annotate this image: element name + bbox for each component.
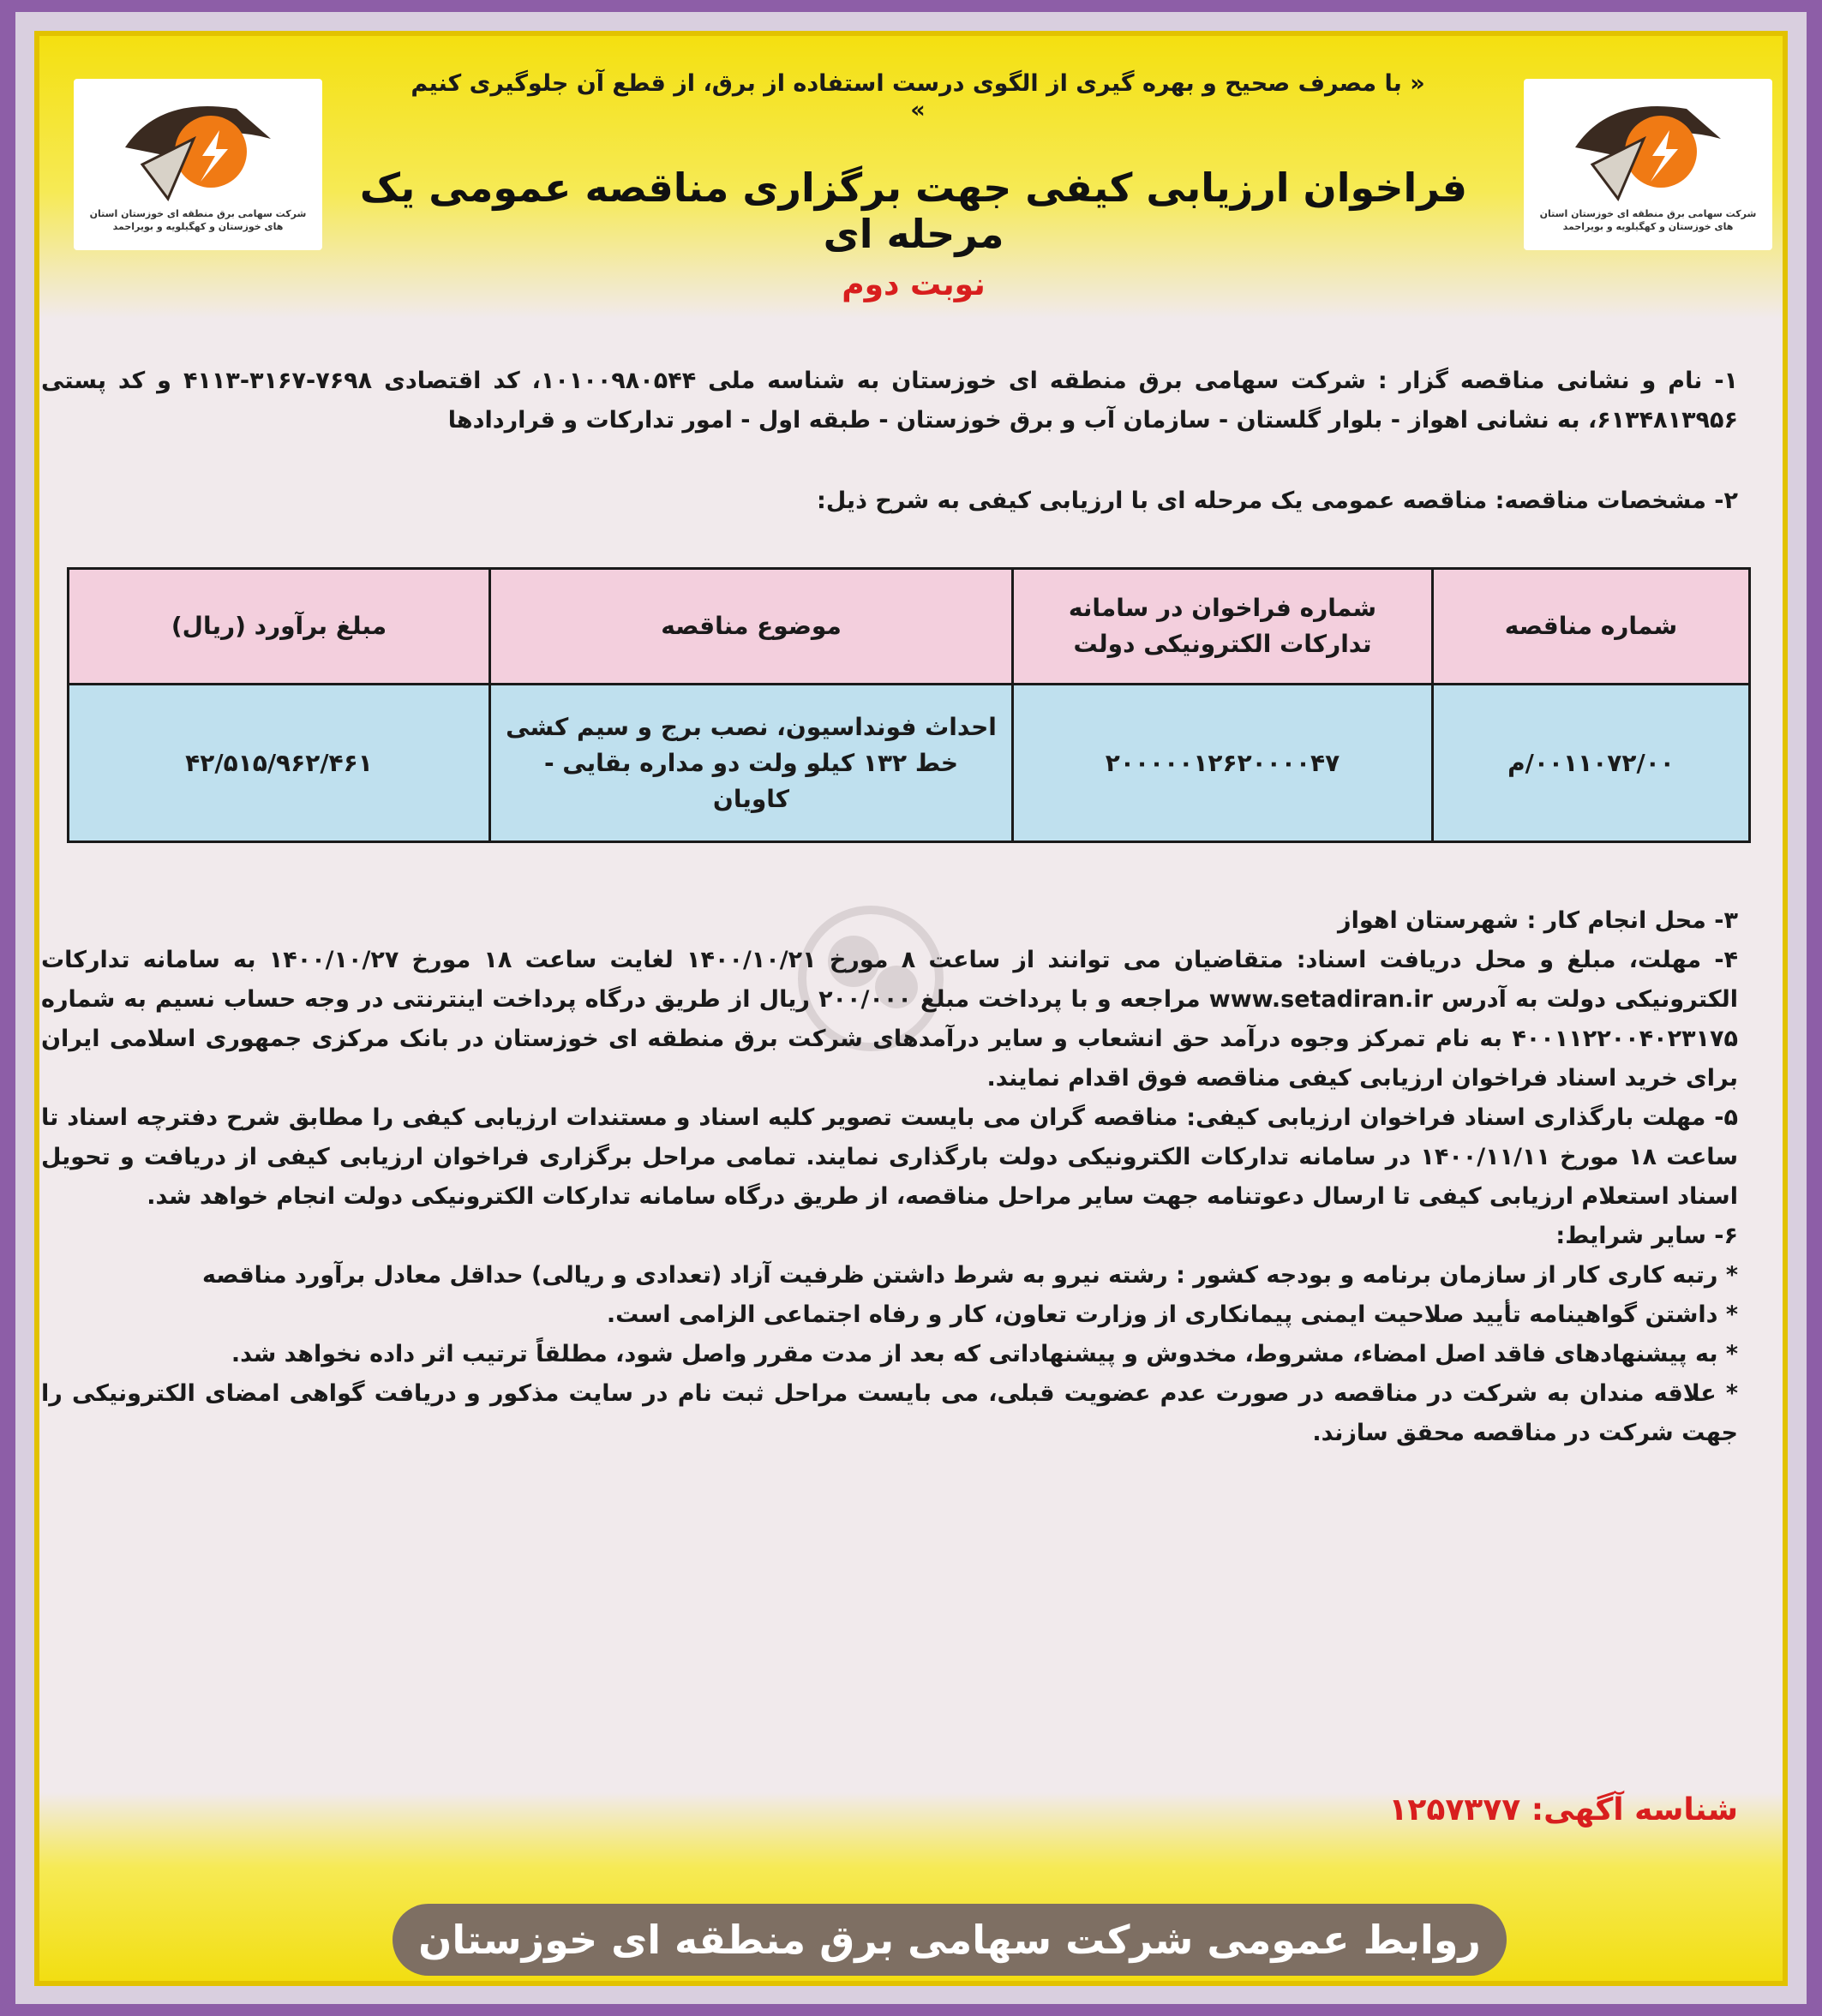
section-5-upload-deadline: ۵- مهلت بارگذاری اسناد فراخوان ارزیابی کیفی: مناقصه گران می بایست تصویر کلیه اسناد و مستندات ارزیابی کیفی را مطابق شرح دفترچه اسناد تا ساعت ۱۸ مورخ ۱۴۰۰/۱۱/۱۱ در سامانه تدارکات الکترونیکی دولت بارگذاری نمایند. تمامی مراحل برگزاری فراخوان ارزیابی کیفی از دریافت و تحویل اسناد استعلام ارزیابی کیفی تا ارسال دعوتنامه جهت سایر مراحل مناقصه، از طریق درگاه سامانه تدارکات الکترونیکی دولت انجام خواهد شد.	[41, 1104, 1738, 1210]
logo-emblem-icon	[108, 87, 288, 207]
round-label: نوبت دوم	[842, 267, 986, 302]
footer-public-relations: روابط عمومی شرکت سهامی برق منطقه ای خوزستان	[393, 1904, 1507, 1976]
section-4-documents: ۴- مهلت، مبلغ و محل دریافت اسناد: متقاضیان می توانند از ساعت ۸ مورخ ۱۴۰۰/۱۰/۲۱ لغایت ساعت ۱۸ مورخ ۱۴۰۰/۱۰/۲۷ به سامانه تدارکات الکترونیکی دولت به آدرس www.setadiran.ir مراجعه و با پرداخت مبلغ ۲۰۰/۰۰۰ ریال از طریق درگاه پرداخت اینترنتی در وجه حساب نسیم به شماره ۴۰۰۱۱۲۲۰۰۴۰۲۳۱۷۵ به نام تمرکز وجوه درآمد حق انشعاب و سایر درآمدهای شرکت برق منطقه ای خوزستان در بانک مرکزی جمهوری اسلامی ایران برای خرید اسناد فراخوان ارزیابی کیفی مناقصه فوق اقدام نمایند.	[41, 947, 1739, 1092]
logo-emblem-icon	[1558, 87, 1738, 207]
logo-caption: شرکت سهامی برق منطقه ای خوزستان استان های خوزستان و کهگیلویه و بویراحمد	[89, 208, 307, 232]
header-estimate: مبلغ برآورد (ریال)	[69, 569, 490, 685]
slogan: « با مصرف صحیح و بهره گیری از الگوی درست استفاده از برق، از قطع آن جلوگیری کنیم »	[411, 70, 1425, 123]
section-1-tenderer: ۱- نام و نشانی مناقصه گزار : شرکت سهامی برق منطقه ای خوزستان به شناسه ملی ۱۰۱۰۰۹۸۰۵۴۴، کد اقتصادی ۷۶۹۸-۳۱۶۷-۴۱۱۳ و کد پستی ۶۱۳۴۸۱۳۹۵۶، به نشانی اهواز - بلوار گلستان - سازمان آب و برق خوزستان - طبقه اول - امور تدارکات و قراردادها	[41, 368, 1739, 434]
header-subject: موضوع مناقصه	[490, 569, 1013, 685]
ad-id: شناسه آگهی: ۱۲۵۷۳۷۷	[1388, 1792, 1738, 1828]
condition-item: * به پیشنهادهای فاقد اصل امضاء، مشروط، مخدوش و پیشنهاداتی که بعد از مدت مقرر واصل شود، مطلقاً ترتیب اثر داده نخواهد شد.	[231, 1341, 1738, 1367]
tender-table	[67, 567, 1751, 843]
section-2-specs: ۲- مشخصات مناقصه: مناقصه عمومی یک مرحله ای با ارزیابی کیفی به شرح ذیل:	[817, 488, 1738, 514]
cell-estimate: ۴۲/۵۱۵/۹۶۲/۴۶۱	[69, 685, 490, 842]
header-tender-number: شماره مناقصه	[1433, 569, 1750, 685]
notice-frame	[34, 31, 1788, 1986]
section-3-location: ۳- محل انجام کار : شهرستان اهواز	[1338, 907, 1738, 934]
company-logo-right	[1524, 79, 1772, 250]
page	[15, 12, 1807, 2004]
notice-title: فراخوان ارزیابی کیفی جهت برگزاری مناقصه عمومی یک مرحله ای	[359, 165, 1468, 257]
table-header-row	[69, 569, 1750, 685]
logo-caption: شرکت سهامی برق منطقه ای خوزستان استان های خوزستان و کهگیلویه و بویراحمد	[1539, 208, 1757, 232]
condition-item: * رتبه کاری کار از سازمان برنامه و بودجه کشور : رشته نیرو به شرط داشتن ظرفیت آزاد (تعدادی و ریالی) حداقل معادل برآورد مناقصه	[202, 1262, 1738, 1289]
header-call-number: شماره فراخوان در سامانه تدارکات الکترونیکی دولت	[1013, 569, 1433, 685]
cell-call-number: ۲۰۰۰۰۰۱۲۶۲۰۰۰۰۴۷	[1013, 685, 1433, 842]
condition-item: * داشتن گواهینامه تأیید صلاحیت ایمنی پیمانکاری از وزارت تعاون، کار و رفاه اجتماعی الزامی است.	[606, 1301, 1738, 1328]
condition-item: * علاقه مندان به شرکت در مناقصه در صورت عدم عضویت قبلی، می بایست مراحل ثبت نام در سایت مذکور و دریافت گواهی امضای الکترونیکی را جهت شرکت در مناقصه محقق سازند.	[41, 1380, 1738, 1446]
section-6-title: ۶- سایر شرایط:	[1555, 1223, 1738, 1249]
body-sections	[41, 901, 1738, 1453]
cell-subject: احداث فونداسیون، نصب برج و سیم کشی خط ۱۳۲ کیلو ولت دو مداره بقایی - کاویان	[490, 685, 1013, 842]
table-row	[69, 685, 1750, 842]
company-logo-left	[74, 79, 322, 250]
cell-tender-number: ۰۰۱۱۰۷۲/۰۰/م	[1433, 685, 1750, 842]
